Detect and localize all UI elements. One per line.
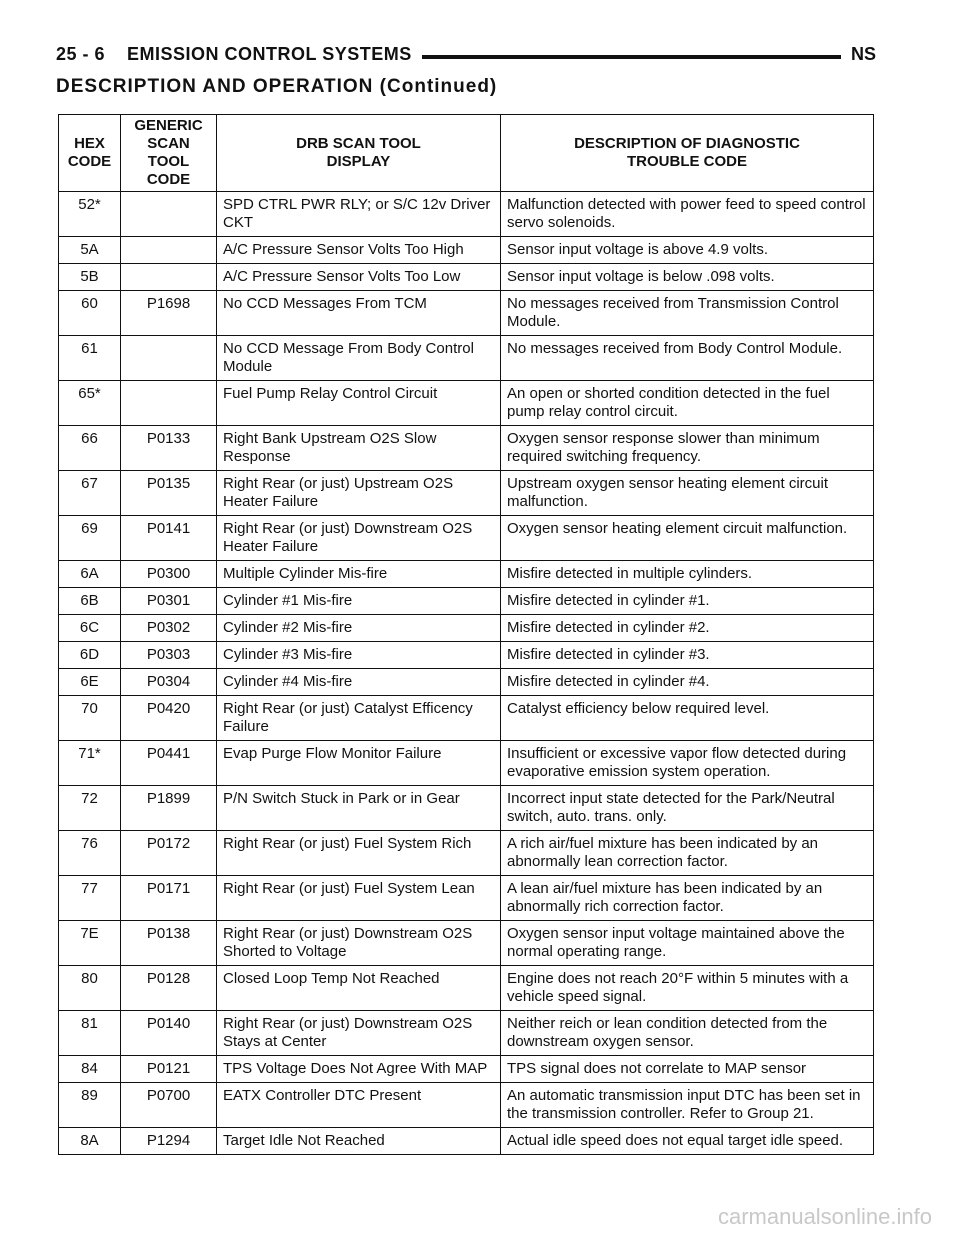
drb-display-cell: Right Rear (or just) Fuel System Rich	[217, 831, 501, 876]
description-cell: Sensor input voltage is above 4.9 volts.	[501, 237, 874, 264]
generic-code-cell: P0141	[121, 516, 217, 561]
hex-code-cell: 71*	[59, 741, 121, 786]
hex-code-cell: 76	[59, 831, 121, 876]
drb-display-cell: Closed Loop Temp Not Reached	[217, 966, 501, 1011]
hex-code-cell: 84	[59, 1056, 121, 1083]
description-cell: No messages received from Transmission Control Module.	[501, 291, 874, 336]
generic-code-cell: P0303	[121, 642, 217, 669]
hex-code-cell: 69	[59, 516, 121, 561]
hex-code-cell: 6B	[59, 588, 121, 615]
drb-display-cell: Cylinder #2 Mis-fire	[217, 615, 501, 642]
description-cell: Catalyst efficiency below required level.	[501, 696, 874, 741]
drb-display-cell: Target Idle Not Reached	[217, 1128, 501, 1155]
table-row	[59, 336, 874, 381]
hex-code-cell: 61	[59, 336, 121, 381]
generic-code-cell: P0135	[121, 471, 217, 516]
table-row	[59, 1083, 874, 1128]
table-row	[59, 1011, 874, 1056]
table-row	[59, 561, 874, 588]
generic-code-cell	[121, 192, 217, 237]
page-subtitle: DESCRIPTION AND OPERATION (Continued)	[56, 76, 498, 97]
table-row	[59, 921, 874, 966]
description-cell: An automatic transmission input DTC has been set in the transmission controller. Refer to Group 21.	[501, 1083, 874, 1128]
hex-code-cell: 77	[59, 876, 121, 921]
table-row	[59, 741, 874, 786]
section-title: 25 - 6 EMISSION CONTROL SYSTEMS	[56, 44, 422, 65]
drb-display-cell: Cylinder #1 Mis-fire	[217, 588, 501, 615]
hex-code-cell: 89	[59, 1083, 121, 1128]
table-row	[59, 1056, 874, 1083]
table-row	[59, 615, 874, 642]
description-cell: Misfire detected in cylinder #4.	[501, 669, 874, 696]
description-cell: A rich air/fuel mixture has been indicated by an abnormally lean correction factor.	[501, 831, 874, 876]
col-header-hex: HEX CODE	[59, 115, 121, 192]
col-header-display: DRB SCAN TOOL DISPLAY	[217, 115, 501, 192]
description-cell: Oxygen sensor input voltage maintained above the normal operating range.	[501, 921, 874, 966]
drb-display-cell: Right Bank Upstream O2S Slow Response	[217, 426, 501, 471]
table-row	[59, 696, 874, 741]
drb-display-cell: No CCD Message From Body Control Module	[217, 336, 501, 381]
drb-display-cell: P/N Switch Stuck in Park or in Gear	[217, 786, 501, 831]
description-cell: Oxygen sensor heating element circuit malfunction.	[501, 516, 874, 561]
watermark: carmanualsonline.info	[717, 1204, 932, 1229]
drb-display-cell: TPS Voltage Does Not Agree With MAP	[217, 1056, 501, 1083]
table-row	[59, 642, 874, 669]
hex-code-cell: 7E	[59, 921, 121, 966]
drb-display-cell: A/C Pressure Sensor Volts Too Low	[217, 264, 501, 291]
generic-code-cell: P0133	[121, 426, 217, 471]
drb-display-cell: Right Rear (or just) Downstream O2S Shorted to Voltage	[217, 921, 501, 966]
col-header-description: DESCRIPTION OF DIAGNOSTIC TROUBLE CODE	[501, 115, 874, 192]
table-row	[59, 291, 874, 336]
drb-display-cell: Right Rear (or just) Downstream O2S Stays at Center	[217, 1011, 501, 1056]
generic-code-cell: P0441	[121, 741, 217, 786]
table-row	[59, 786, 874, 831]
hex-code-cell: 65*	[59, 381, 121, 426]
generic-code-cell	[121, 264, 217, 291]
drb-display-cell: Right Rear (or just) Upstream O2S Heater Failure	[217, 471, 501, 516]
table-row	[59, 381, 874, 426]
hex-code-cell: 72	[59, 786, 121, 831]
generic-code-cell: P1899	[121, 786, 217, 831]
drb-display-cell: Right Rear (or just) Downstream O2S Heater Failure	[217, 516, 501, 561]
generic-code-cell	[121, 237, 217, 264]
col-header-generic: GENERIC SCAN TOOL CODE	[121, 115, 217, 192]
description-cell: Incorrect input state detected for the Park/Neutral switch, auto. trans. only.	[501, 786, 874, 831]
hex-code-cell: 52*	[59, 192, 121, 237]
generic-code-cell: P0300	[121, 561, 217, 588]
hex-code-cell: 8A	[59, 1128, 121, 1155]
description-cell: Insufficient or excessive vapor flow detected during evaporative emission system operation.	[501, 741, 874, 786]
generic-code-cell: P1698	[121, 291, 217, 336]
description-cell: Upstream oxygen sensor heating element circuit malfunction.	[501, 471, 874, 516]
description-cell: No messages received from Body Control Module.	[501, 336, 874, 381]
generic-code-cell: P0700	[121, 1083, 217, 1128]
generic-code-cell: P0302	[121, 615, 217, 642]
table-row	[59, 237, 874, 264]
hex-code-cell: 6C	[59, 615, 121, 642]
table-row	[59, 831, 874, 876]
generic-code-cell	[121, 336, 217, 381]
hex-code-cell: 67	[59, 471, 121, 516]
drb-display-cell: EATX Controller DTC Present	[217, 1083, 501, 1128]
description-cell: TPS signal does not correlate to MAP sensor	[501, 1056, 874, 1083]
description-cell: Sensor input voltage is below .098 volts.	[501, 264, 874, 291]
table-row	[59, 669, 874, 696]
drb-display-cell: Cylinder #3 Mis-fire	[217, 642, 501, 669]
table-body	[59, 192, 874, 1155]
description-cell: Malfunction detected with power feed to speed control servo solenoids.	[501, 192, 874, 237]
page-header	[56, 44, 876, 74]
hex-code-cell: 6A	[59, 561, 121, 588]
description-cell: Misfire detected in cylinder #2.	[501, 615, 874, 642]
description-cell: Oxygen sensor response slower than minimum required switching frequency.	[501, 426, 874, 471]
generic-code-cell: P0140	[121, 1011, 217, 1056]
model-code: NS	[841, 44, 876, 65]
drb-display-cell: Evap Purge Flow Monitor Failure	[217, 741, 501, 786]
drb-display-cell: Right Rear (or just) Catalyst Efficency Failure	[217, 696, 501, 741]
table-header-row	[59, 115, 874, 192]
drb-display-cell: Right Rear (or just) Fuel System Lean	[217, 876, 501, 921]
hex-code-cell: 70	[59, 696, 121, 741]
generic-code-cell: P0138	[121, 921, 217, 966]
description-cell: Misfire detected in cylinder #1.	[501, 588, 874, 615]
hex-code-cell: 5B	[59, 264, 121, 291]
description-cell: A lean air/fuel mixture has been indicated by an abnormally rich correction factor.	[501, 876, 874, 921]
table-row	[59, 264, 874, 291]
drb-display-cell: Multiple Cylinder Mis-fire	[217, 561, 501, 588]
table-row	[59, 876, 874, 921]
generic-code-cell: P0420	[121, 696, 217, 741]
hex-code-cell: 81	[59, 1011, 121, 1056]
drb-display-cell: No CCD Messages From TCM	[217, 291, 501, 336]
table-row	[59, 192, 874, 237]
table-row	[59, 471, 874, 516]
description-cell: Misfire detected in cylinder #3.	[501, 642, 874, 669]
hex-code-cell: 6E	[59, 669, 121, 696]
hex-code-cell: 66	[59, 426, 121, 471]
drb-display-cell: Cylinder #4 Mis-fire	[217, 669, 501, 696]
generic-code-cell: P0171	[121, 876, 217, 921]
dtc-table	[58, 114, 874, 1155]
generic-code-cell: P0304	[121, 669, 217, 696]
hex-code-cell: 6D	[59, 642, 121, 669]
table-row	[59, 1128, 874, 1155]
hex-code-cell: 60	[59, 291, 121, 336]
generic-code-cell: P1294	[121, 1128, 217, 1155]
drb-display-cell: Fuel Pump Relay Control Circuit	[217, 381, 501, 426]
generic-code-cell: P0301	[121, 588, 217, 615]
table-row	[59, 966, 874, 1011]
description-cell: An open or shorted condition detected in the fuel pump relay control circuit.	[501, 381, 874, 426]
table-row	[59, 426, 874, 471]
description-cell: Engine does not reach 20°F within 5 minutes with a vehicle speed signal.	[501, 966, 874, 1011]
hex-code-cell: 5A	[59, 237, 121, 264]
description-cell: Misfire detected in multiple cylinders.	[501, 561, 874, 588]
drb-display-cell: SPD CTRL PWR RLY; or S/C 12v Driver CKT	[217, 192, 501, 237]
generic-code-cell	[121, 381, 217, 426]
description-cell: Actual idle speed does not equal target idle speed.	[501, 1128, 874, 1155]
generic-code-cell: P0172	[121, 831, 217, 876]
description-cell: Neither reich or lean condition detected from the downstream oxygen sensor.	[501, 1011, 874, 1056]
generic-code-cell: P0128	[121, 966, 217, 1011]
hex-code-cell: 80	[59, 966, 121, 1011]
table-row	[59, 588, 874, 615]
drb-display-cell: A/C Pressure Sensor Volts Too High	[217, 237, 501, 264]
table-row	[59, 516, 874, 561]
generic-code-cell: P0121	[121, 1056, 217, 1083]
